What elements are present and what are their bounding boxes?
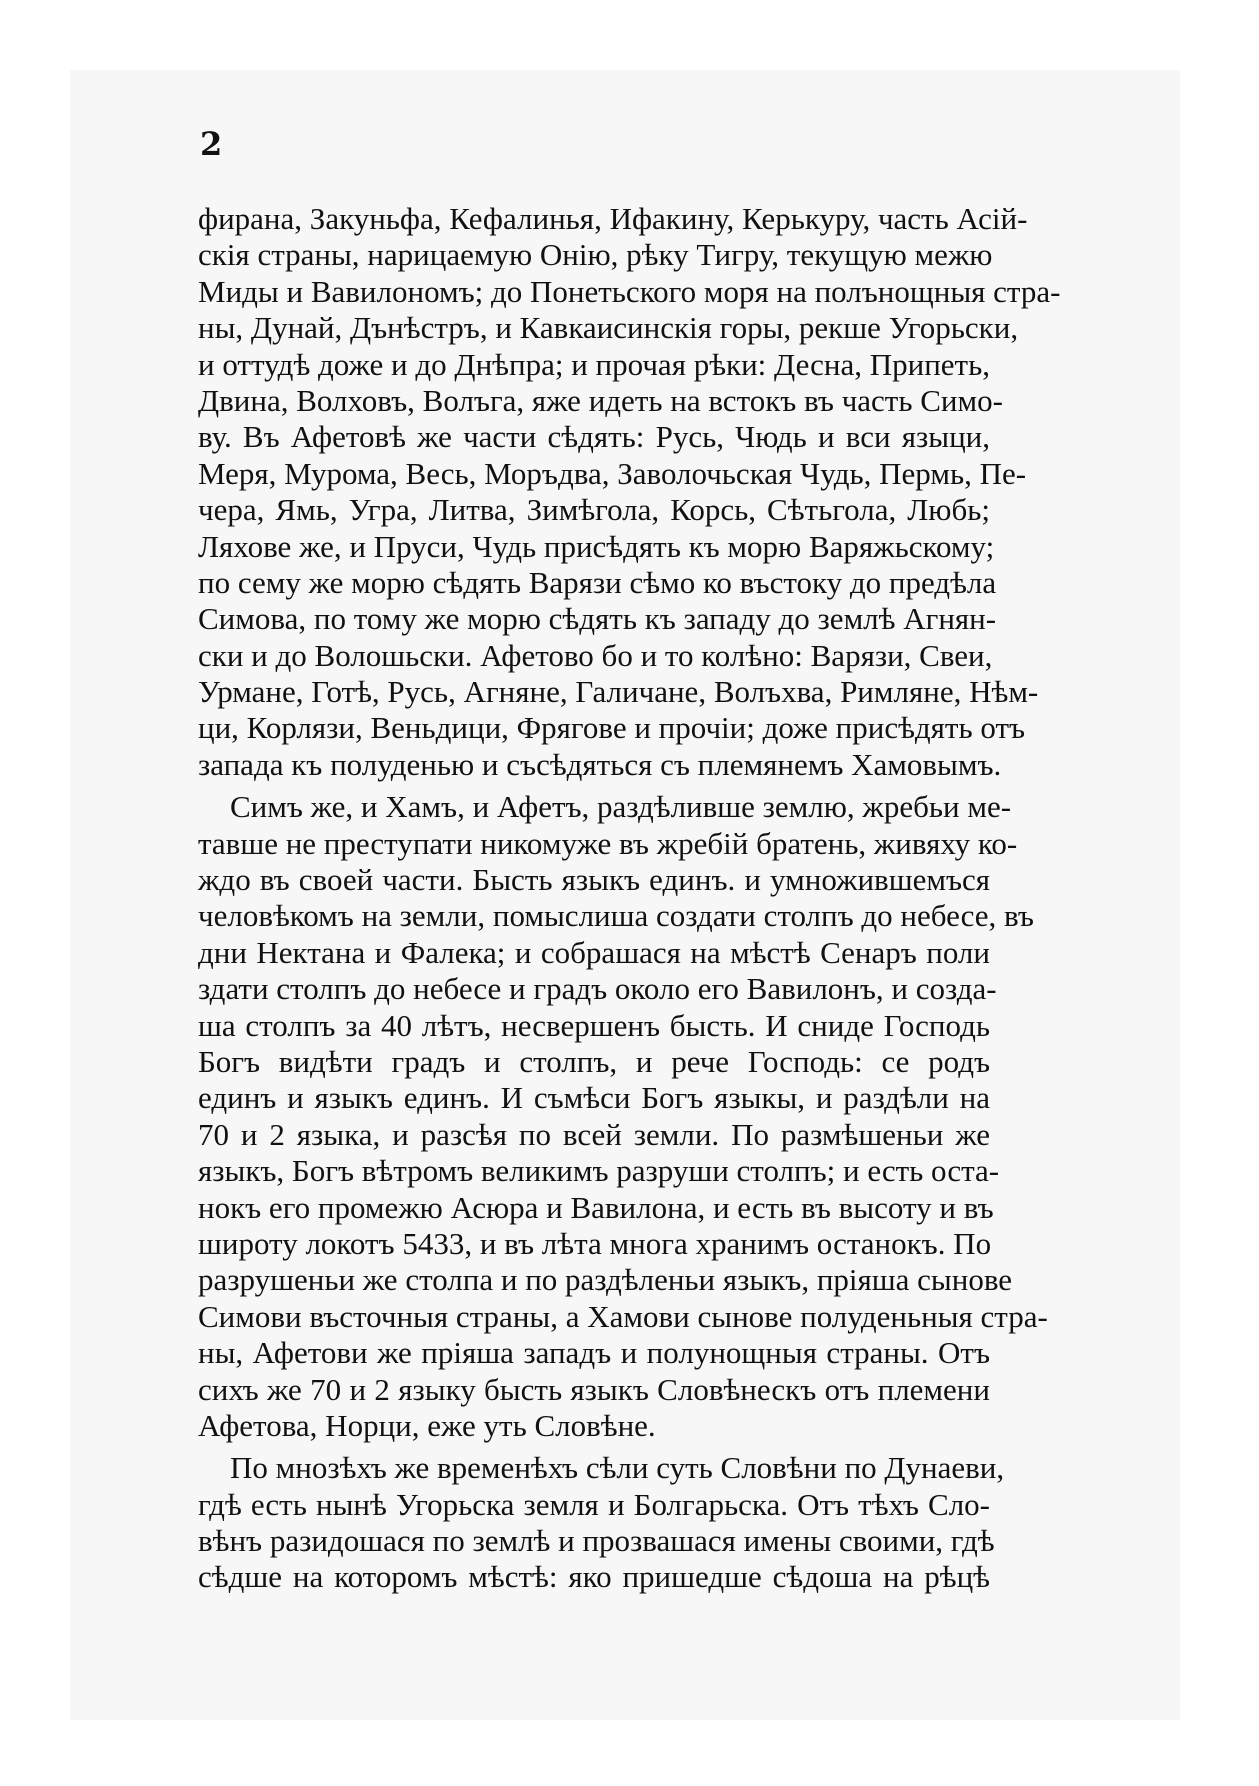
text-line: нокъ его промежю Асюра и Вавилона, и есть въ высоту и въ (198, 1189, 994, 1225)
text-line: единъ и языкъ единъ. И съмѣси Богъ языкы, и раздѣли на (198, 1080, 990, 1116)
text-block (198, 201, 1061, 1596)
text-line: Урмане, Готѣ, Русь, Агняне, Галичане, Волъхва, Римляне, Нѣм- (198, 674, 1039, 710)
text-line: дни Нектана и Фалека; и собрашася на мѣстѣ Сенаръ поли (198, 934, 990, 970)
paragraph-2 (198, 789, 1048, 1444)
text-line: тавше не преступати никомуже въ жребій братень, живяху ко- (198, 825, 1018, 861)
text-line: По мнозѣхъ же временѣхъ сѣли суть Словѣни по Дунаеви, (230, 1450, 1005, 1486)
text-line: сихъ же 70 и 2 языку бысть языкъ Словѣнескъ отъ племени (198, 1371, 990, 1407)
text-line: ша столпъ за 40 лѣтъ, несвершенъ бысть. И сниде Господь (198, 1007, 990, 1043)
text-line: Миды и Вавилономъ; до Понетьского моря на полънощныя стра- (198, 273, 1061, 309)
text-line: Ляхове же, и Пруси, Чудь присѣдять къ морю Варяжьскому; (198, 528, 995, 564)
text-line: ски и до Волошьски. Афетово бо и то колѣно: Варязи, Свеи, (198, 637, 993, 673)
text-line: запада къ полуденью и съсѣдяться съ племянемъ Хамовымъ. (198, 746, 1002, 782)
text-line: ны, Дунай, Дънѣстръ, и Кавкаисинскія горы, рекше Угорьски, (198, 310, 1019, 346)
text-line: гдѣ есть нынѣ Угорьска земля и Болгарьска. Отъ тѣхъ Сло- (198, 1486, 990, 1522)
text-line: человѣкомъ на земли, помыслиша создати столпъ до небесе, въ (198, 898, 1034, 934)
text-line: ждо въ своей части. Бысть языкъ единъ. и умножившемъся (198, 862, 990, 898)
text-line: фирана, Закуньфа, Кефалинья, Ифакину, Керькуру, часть Асій- (198, 201, 1028, 236)
text-line: здати столпъ до небесе и градъ около его Вавилонъ, и созда- (198, 971, 997, 1007)
text-line: ны, Афетови же пріяша западъ и полунощныя страны. Отъ (198, 1335, 990, 1371)
paragraph-3 (198, 1450, 1005, 1596)
text-line: разрушеньи же столпа и по раздѣленьи языкъ, пріяша сынове (198, 1262, 1013, 1298)
text-line: чера, Ямь, Угра, Литва, Зимѣгола, Корсь, Сѣтьгола, Любь; (198, 492, 990, 528)
text-line: Двина, Волховъ, Волъга, яже идеть на встокъ въ часть Симо- (198, 382, 1003, 418)
text-line: Симъ же, и Хамъ, и Афетъ, раздѣливше землю, жребьи ме- (230, 789, 1012, 825)
text-line: ву. Въ Афетовѣ же части сѣдять: Русь, Чюдь и вси языци, (198, 419, 990, 455)
text-line: сѣдше на которомъ мѣстѣ: яко пришедше сѣдоша на рѣцѣ (198, 1559, 990, 1595)
text-line: Симова, по тому же морю сѣдять къ западу до землѣ Агнян- (198, 601, 997, 637)
text-line: широту локотъ 5433, и въ лѣта многа хранимъ останокъ. По (198, 1225, 992, 1261)
text-line: Богъ видѣти градъ и столпъ, и рече Господь: се родъ (198, 1043, 990, 1079)
text-line: по сему же морю сѣдять Варязи сѣмо ко въстоку до предѣла (198, 564, 997, 600)
text-line: ци, Корлязи, Веньдици, Фрягове и прочіи; доже присѣдять отъ (198, 710, 1026, 746)
text-line: Меря, Мурома, Весь, Моръдва, Заволочьская Чудь, Пермь, Пе- (198, 455, 1027, 491)
text-line: Симови въсточныя страны, а Хамови сынове полуденьныя стра- (198, 1298, 1048, 1334)
text-line: скія страны, нарицаемую Онію, рѣку Тигру, текущую межю (198, 237, 993, 273)
text-line: 70 и 2 языка, и разсѣя по всей земли. По размѣшеньи же (198, 1116, 990, 1152)
text-line: языкъ, Богъ вѣтромъ великимъ разруши столпъ; и есть оста- (198, 1153, 1000, 1189)
page-number: 2 (200, 125, 223, 163)
text-line: и оттудѣ доже и до Днѣпра; и прочая рѣки: Десна, Припеть, (198, 346, 990, 382)
text-line: вѣнъ разидошася по землѣ и прозвашася имены своими, гдѣ (198, 1523, 995, 1559)
paragraph-1 (198, 201, 1061, 783)
text-line: Афетова, Норци, еже уть Словѣне. (198, 1407, 656, 1443)
